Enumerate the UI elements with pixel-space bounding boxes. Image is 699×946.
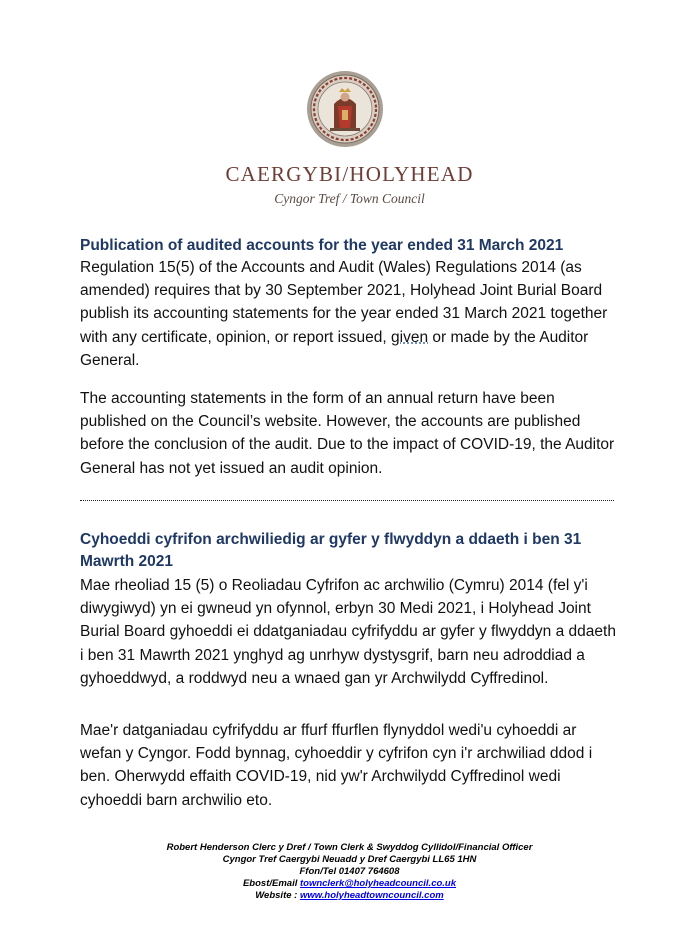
english-paragraph-1: Regulation 15(5) of the Accounts and Audit (Wales) Regulations 2014 (as amended) requires that by 30 September 2021, Holyhead Joint Burial Board publish its accounting statements for the year ended 31 March 2021 together with any certificate, opinion, or report issued, given or made by the Auditor General. [80, 259, 608, 369]
welsh-heading: Cyhoeddi cyfrifon archwiliedig ar gyfer y flwyddyn a ddaeth i ben 31 Mawrth 2021 [80, 531, 582, 570]
footer-phone: Ffon/Tel 01407 764608 [299, 866, 400, 877]
english-paragraph-2: The accounting statements in the form of an annual return have been published on the Council’s website. However, the accounts are published before the conclusion of the audit. Due to the impact of COVID-19, the Auditor General has not yet issued an audit opinion. [80, 390, 615, 477]
welsh-paragraph-2: Mae'r datganiadau cyfrifyddu ar ffurf ffurflen flynyddol wedi'u cyhoeddi ar wefan y Cyngor. Fodd bynnag, cyhoeddir y cyfrifon cyn i'r archwiliad ddod i ben. Oherwydd effaith COVID-19, nid yw'r Archwilydd Cyffredinol wedi cyhoeddi barn archwilio eto. [80, 722, 593, 809]
website-link[interactable]: www.holyheadtowncouncil.com [299, 890, 444, 901]
email-link[interactable]: townclerk@holyheadcouncil.co.uk [299, 878, 457, 889]
footer-contact [0, 842, 699, 902]
footer-email-line: Ebost/Email townclerk@holyheadcouncil.co.uk [242, 878, 457, 889]
welsh-paragraph-1: Mae rheoliad 15 (5) o Reoliadau Cyfrifon ac archwilio (Cymru) 2014 (fel y'i diwygiwyd) yn ei gwneud yn ofynnol, erbyn 30 Medi 2021, i Holyhead Joint Burial Board gyhoeddi ei ddatganiadau cyfrifyddu ar gyfer y flwyddyn a ddaeth i ben 31 Mawrth 2021 ynghyd ag unrhyw dystysgrif, barn neu adroddiad a gyhoeddwyd, a roddwyd neu a wnaed gan yr Archwilydd Cyffredinol. [80, 577, 616, 687]
council-name: CAERGYBI/HOLYHEAD [225, 162, 474, 186]
footer-clerk: Robert Henderson Clerc y Dref / Town Clerk & Swyddog Cyllidol/Financial Officer [166, 842, 533, 853]
footer-address: Cyngor Tref Caergybi Neuadd y Dref Caergybi LL65 1HN [222, 854, 477, 865]
footer-website-line: Website : www.holyheadtowncouncil.com [255, 890, 444, 901]
welsh-section [80, 529, 620, 809]
english-heading: Publication of audited accounts for the year ended 31 March 2021 [80, 237, 564, 254]
burial-board-name: , Holyhead Joint Burial Board [401, 282, 603, 300]
section-divider [80, 500, 614, 501]
spellcheck-word: given [391, 328, 429, 346]
english-section [80, 235, 620, 477]
council-subtitle: Cyngor Tref / Town Council [274, 191, 425, 206]
council-crest-icon [306, 70, 384, 148]
